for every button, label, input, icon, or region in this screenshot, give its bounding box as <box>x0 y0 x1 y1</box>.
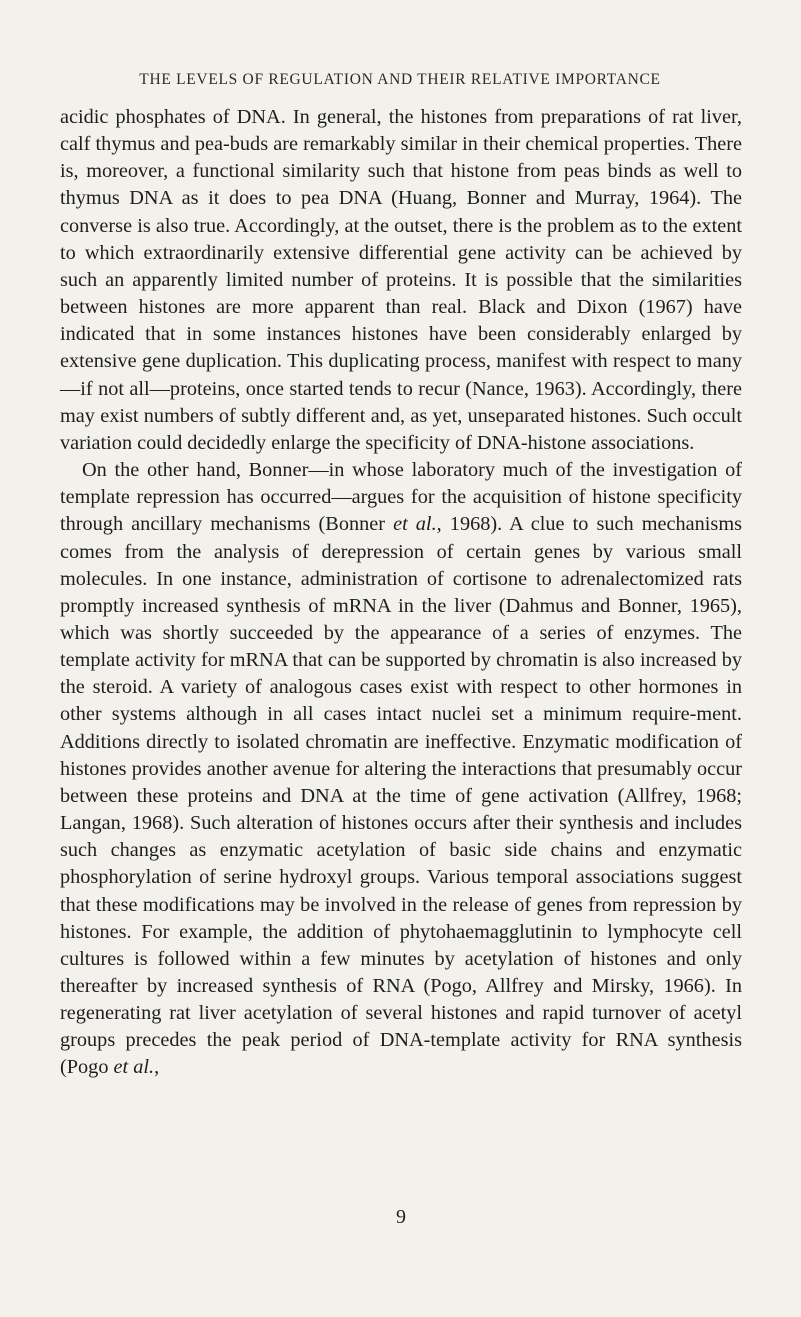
page-number: 9 <box>396 1206 406 1228</box>
citation-et-al: et al. <box>393 513 437 536</box>
paragraph-2-text-e: , <box>154 1056 160 1079</box>
paragraph-2-text-c: , 1968). A clue to such mechanisms comes from the analysis of derepression of certain genes by various small molecules. In one instance, administration of cortisone to adrenalectomized rats promptly increased synthesis of mRNA in the liver (Dahmus and Bonner, 1965), which was shortly succeeded by the appearance of a series of enzymes. The template activity for mRNA that can be supported by chromatin is also increased by the steroid. A variety of analogous cases exist with respect to other hormones in other systems although in all cases intact nuclei set a minimum require-ment. Additions directly to isolated chromatin are ineffective. Enzymatic modification of histones provides another avenue for altering the interactions that presumably occur between these proteins and DNA at the time of gene activation (Allfrey, 1968; Langan, 1968). Such alteration of histones occurs after their synthesis and includes such changes as enzymatic acetylation of basic side chains and enzymatic phosphorylation of serine hydroxyl groups. Various temporal associations suggest that these modifications may be involved in the release of genes from repression by histones. For example, the addition of phytohaemagglutinin to lymphocyte cell cultures is followed within a few minutes by acetylation of histones and only thereafter by increased synthesis of RNA (Pogo, Allfrey and Mirsky, 1966). In regenerating rat liver acetylation of several histones and rapid turnover of acetyl groups precedes the peak period of DNA-template activity for RNA synthesis (Pogo <box>60 513 742 1079</box>
paragraph-2-text-a: On the other hand, Bonner—in whose laboratory much of the investigation of template repression has occurred—argues for the acquisition of histone specificity through ancillary mechanisms (Bonner <box>60 459 742 536</box>
body-text <box>60 104 742 1082</box>
citation-et-al-2: et al. <box>113 1056 155 1079</box>
paragraph-1-text: acidic phosphates of DNA. In general, the histones from preparations of rat liver, calf thymus and pea-buds are remarkably similar in their chemical properties. There is, moreover, a functional similarity such that histone from peas binds as well to thymus DNA as it does to pea DNA (Huang, Bonner and Murray, 1964). The converse is also true. Accordingly, at the outset, there is the problem as to the extent to which extraordinarily extensive differential gene activity can be achieved by such an apparently limited number of proteins. It is possible that the similarities between histones are more apparent than real. Black and Dixon (1967) have indicated that in some instances histones have been considerably enlarged by extensive gene duplication. This duplicating process, manifest with respect to many—if not all—proteins, once started tends to recur (Nance, 1963). Accordingly, there may exist numbers of subtly different and, as yet, unseparated histones. Such occult variation could decidedly enlarge the specificity of DNA-histone associations. <box>60 106 742 454</box>
paragraph-2 <box>60 457 742 1082</box>
paragraph-1 <box>60 104 742 457</box>
running-head: THE LEVELS OF REGULATION AND THEIR RELATIVE IMPORTANCE <box>139 71 661 88</box>
